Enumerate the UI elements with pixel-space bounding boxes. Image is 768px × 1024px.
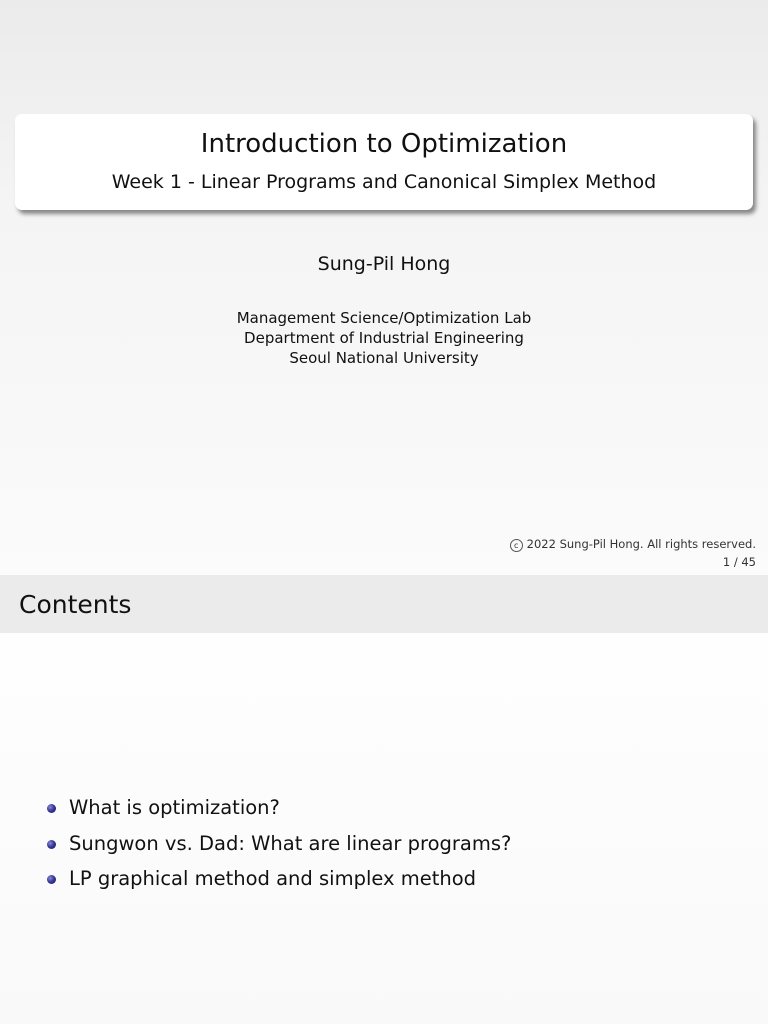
bullet-icon	[47, 804, 56, 813]
frame-title: Contents	[19, 590, 132, 619]
list-item	[0, 865, 511, 901]
affiliation-department: Department of Industrial Engineering	[244, 329, 524, 347]
title-box	[15, 114, 753, 210]
presentation-subtitle: Week 1 - Linear Programs and Canonical Simplex Method	[111, 171, 657, 193]
bullet-icon	[47, 875, 56, 884]
list-item	[0, 794, 511, 830]
list-item-text: Sungwon vs. Dad: What are linear programs?	[69, 831, 512, 855]
contents-slide	[0, 575, 768, 1024]
copyright-icon: c	[510, 539, 523, 552]
copyright-text: 2022 Sung-Pil Hong. All rights reserved.	[526, 537, 756, 551]
list-item-text: What is optimization?	[69, 796, 280, 819]
affiliation-block	[0, 308, 768, 368]
bullet-icon	[47, 840, 56, 849]
affiliation-lab: Management Science/Optimization Lab	[236, 309, 532, 327]
list-item	[0, 830, 511, 866]
presentation-title: Introduction to Optimization	[200, 129, 568, 159]
affiliation-university: Seoul National University	[289, 349, 479, 367]
list-item-text: LP graphical method and simplex method	[69, 867, 477, 890]
copyright-notice	[510, 537, 756, 552]
author-name: Sung-Pil Hong	[317, 253, 451, 275]
frame-title-bar	[0, 575, 768, 633]
page-number: 1 / 45	[722, 555, 756, 569]
contents-list	[0, 794, 511, 901]
